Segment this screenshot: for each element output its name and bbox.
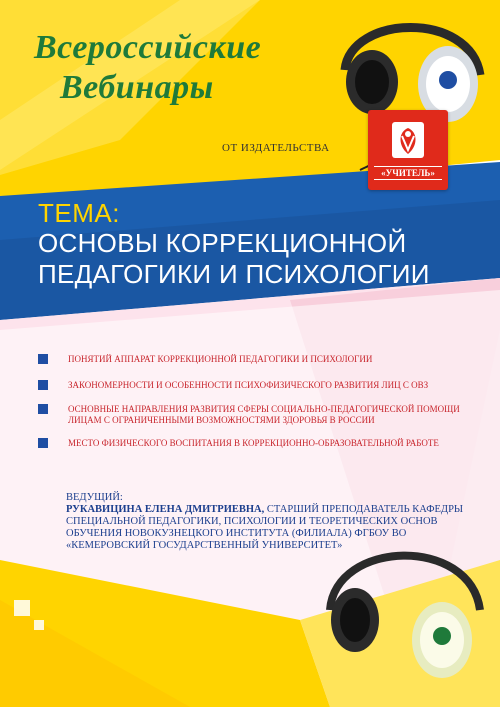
bullet-square-icon xyxy=(38,354,48,364)
deco-square xyxy=(34,620,44,630)
brand-line-1: Всероссийские xyxy=(34,29,262,66)
list-item: МЕСТО ФИЗИЧЕСКОГО ВОСПИТАНИЯ В КОРРЕКЦИОННО-ОБРАЗОВАТЕЛЬНОЙ РАБОТЕ xyxy=(38,438,468,449)
brand-title xyxy=(34,28,261,108)
presenter-label: ВЕДУЩИЙ: xyxy=(66,492,123,503)
publisher-label: ОТ ИЗДАТЕЛЬСТВА xyxy=(222,142,330,154)
presenter-info xyxy=(66,504,476,552)
publisher-logo-caption: «УЧИТЕЛЬ» xyxy=(374,166,442,180)
brand-line-2: Вебинары xyxy=(60,69,214,106)
publisher-logo xyxy=(368,110,448,190)
deco-square xyxy=(14,600,30,616)
theme-title-line-2: ПЕДАГОГИКИ И ПСИХОЛОГИИ xyxy=(38,259,430,289)
topics-list xyxy=(38,354,468,449)
list-item: ПОНЯТИЙ АППАРАТ КОРРЕКЦИОННОЙ ПЕДАГОГИКИ И ПСИХОЛОГИИ xyxy=(38,354,468,365)
bullet-square-icon xyxy=(38,438,48,448)
presenter-name: РУКАВИЦИНА ЕЛЕНА ДМИТРИЕВНА, xyxy=(66,504,265,515)
theme-title-line-1: ОСНОВЫ КОРРЕКЦИОННОЙ xyxy=(38,228,407,258)
theme-label: ТЕМА: xyxy=(38,198,120,228)
theme-title xyxy=(38,228,430,290)
bullet-square-icon xyxy=(38,404,48,414)
presenter-block xyxy=(66,492,476,552)
list-item: ОСНОВНЫЕ НАПРАВЛЕНИЯ РАЗВИТИЯ СФЕРЫ СОЦИАЛЬНО-ПЕДАГОГИЧЕСКОЙ ПОМОЩИ ЛИЦАМ С ОГРАНИЧЕННЫМИ ВОЗМОЖНОСТЯМИ ЗДОРОВЬЯ В РОССИИ xyxy=(38,404,468,426)
bullet-square-icon xyxy=(38,380,48,390)
list-item: ЗАКОНОМЕРНОСТИ И ОСОБЕННОСТИ ПСИХОФИЗИЧЕСКОГО РАЗВИТИЯ ЛИЦ С ОВЗ xyxy=(38,380,468,391)
publisher-logo-icon xyxy=(368,110,448,170)
presenter-details: СТАРШИЙ ПРЕПОДАВАТЕЛЬ КАФЕДРЫ СПЕЦИАЛЬНОЙ ПЕДАГОГИКИ, ПСИХОЛОГИИ И ТЕОРЕТИЧЕСКИХ ОСНОВ ОБУЧЕНИЯ НОВОКУЗНЕЦКОГО ИНСТИТУТА (ФИЛИАЛА) ФГБОУ ВО «КЕМЕРОВСКИЙ ГОСУДАРСТВЕННЫЙ УНИВЕРСИТЕТ» xyxy=(66,504,464,551)
